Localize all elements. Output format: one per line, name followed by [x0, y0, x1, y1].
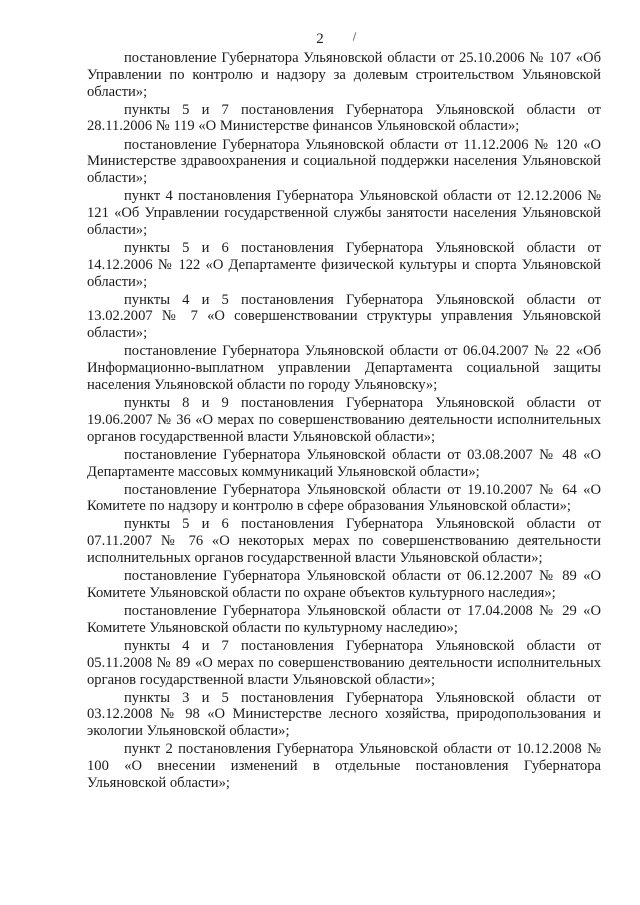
- paragraph: пункты 4 и 7 постановления Губернатора Ульяновской области от 05.11.2008 № 89 «О мерах по совершенствованию деятельности исполнительных органов государственной власти Ульяновской области»;: [87, 637, 601, 688]
- document-body: [87, 50, 601, 793]
- paragraph: пункт 4 постановления Губернатора Ульяновской области от 12.12.2006 № 121 «Об Управлении государственной службы занятости населения Ульяновской области»;: [87, 188, 601, 238]
- paragraph: постановление Губернатора Ульяновской области от 06.04.2007 № 22 «Об Информационно-выплатном управлении Департамента социальной защиты населения Ульяновской области по городу Ульяновску»;: [87, 343, 601, 393]
- paragraph: пункты 5 и 7 постановления Губернатора Ульяновской области от 28.11.2006 № 119 «О Министерстве финансов Ульяновской области»;: [87, 101, 601, 135]
- paragraph: постановление Губернатора Ульяновской области от 06.12.2007 № 89 «О Комитете Ульяновской области по охране объектов культурного наследия»;: [87, 568, 601, 601]
- paragraph: пункты 8 и 9 постановления Губернатора Ульяновской области от 19.06.2007 № 36 «О мерах по совершенствованию деятельности исполнительных органов государственной власти Ульяновской области»;: [87, 395, 601, 445]
- paragraph: постановление Губернатора Ульяновской области от 17.04.2008 № 29 «О Комитете Ульяновской области по культурному наследию»;: [87, 603, 601, 636]
- paragraph: пункты 5 и 6 постановления Губернатора Ульяновской области от 07.11.2007 № 76 «О некоторых мерах по совершенствованию деятельности исполнительных органов государственной власти Ульяновской области»;: [87, 516, 601, 567]
- paragraph: пункты 3 и 5 постановления Губернатора Ульяновской области от 03.12.2008 № 98 «О Министерстве лесного хозяйства, природопользования и экологии Ульяновской области»;: [87, 689, 601, 740]
- paragraph: постановление Губернатора Ульяновской области от 11.12.2006 № 120 «О Министерстве здравоохранения и социальной поддержки населения Ульяновской области»;: [87, 136, 601, 187]
- paragraph: пункты 5 и 6 постановления Губернатора Ульяновской области от 14.12.2006 № 122 «О Департаменте физической культуры и спорта Ульяновской области»;: [87, 239, 601, 290]
- paragraph: постановление Губернатора Ульяновской области от 19.10.2007 № 64 «О Комитете по надзору и контролю в сфере образования Ульяновской области»;: [87, 481, 601, 515]
- paragraph: постановление Губернатора Ульяновской области от 03.08.2007 № 48 «О Департаменте массовых коммуникаций Ульяновской области»;: [87, 446, 601, 480]
- paragraph: пункты 4 и 5 постановления Губернатора Ульяновской области от 13.02.2007 № 7 «О совершенствовании структуры управления Ульяновской области»;: [87, 291, 601, 342]
- paragraph: пункт 2 постановления Губернатора Ульяновской области от 10.12.2008 № 100 «О внесении изменений в отдельные постановления Губернатора Ульяновской области»;: [87, 741, 601, 791]
- paragraph: постановление Губернатора Ульяновской области от 25.10.2006 № 107 «Об Управлении по контролю и надзору за долевым строительством Ульяновской области»;: [87, 50, 601, 100]
- page-number: 2: [316, 31, 324, 47]
